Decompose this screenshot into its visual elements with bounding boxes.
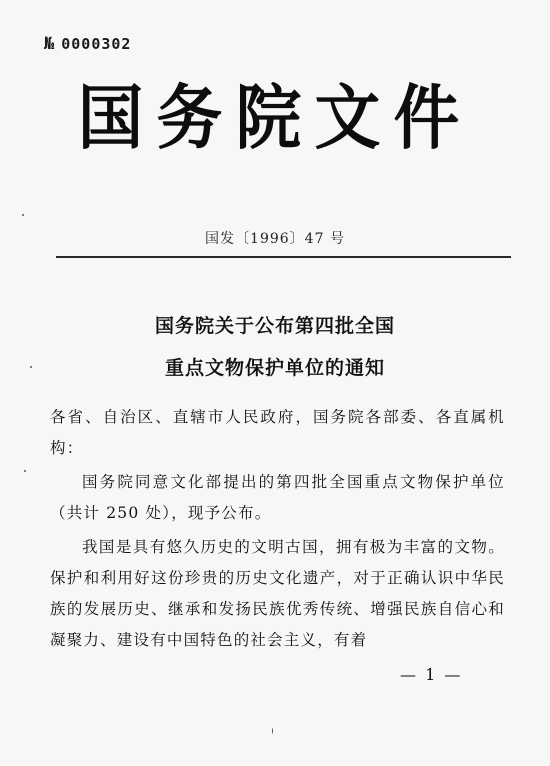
document-number: 国发〔1996〕47 号 bbox=[205, 231, 345, 247]
page-number: — 1 — bbox=[400, 665, 463, 684]
scan-speck bbox=[24, 470, 26, 472]
title-line-1: 国务院关于公布第四批全国 bbox=[154, 315, 395, 337]
paragraph: 国务院同意文化部提出的第四批全国重点文物保护单位（共计 250 处），现予公布。 bbox=[50, 473, 505, 522]
masthead: 国务院文件 bbox=[77, 77, 473, 159]
header-divider bbox=[56, 256, 511, 258]
title-line-2: 重点文物保护单位的通知 bbox=[164, 357, 385, 379]
scan-speck bbox=[22, 214, 24, 216]
scan-speck bbox=[272, 728, 273, 734]
serial-number bbox=[44, 34, 131, 54]
serial-symbol: № bbox=[44, 34, 56, 54]
serial-value: 0000302 bbox=[61, 35, 132, 53]
document-body bbox=[50, 402, 505, 656]
paragraph: 我国是具有悠久历史的文明古国，拥有极为丰富的文物。保护和利用好这份珍贵的历史文化遗产，对于正确认识中华民族的发展历史、继承和发扬民族优秀传统、增强民族自信心和凝聚力、建设有中国特色的社会主义，有着 bbox=[50, 538, 505, 649]
scan-speck bbox=[30, 366, 32, 368]
addressee: 各省、自治区、直辖市人民政府，国务院各部委、各直属机构： bbox=[50, 408, 505, 457]
